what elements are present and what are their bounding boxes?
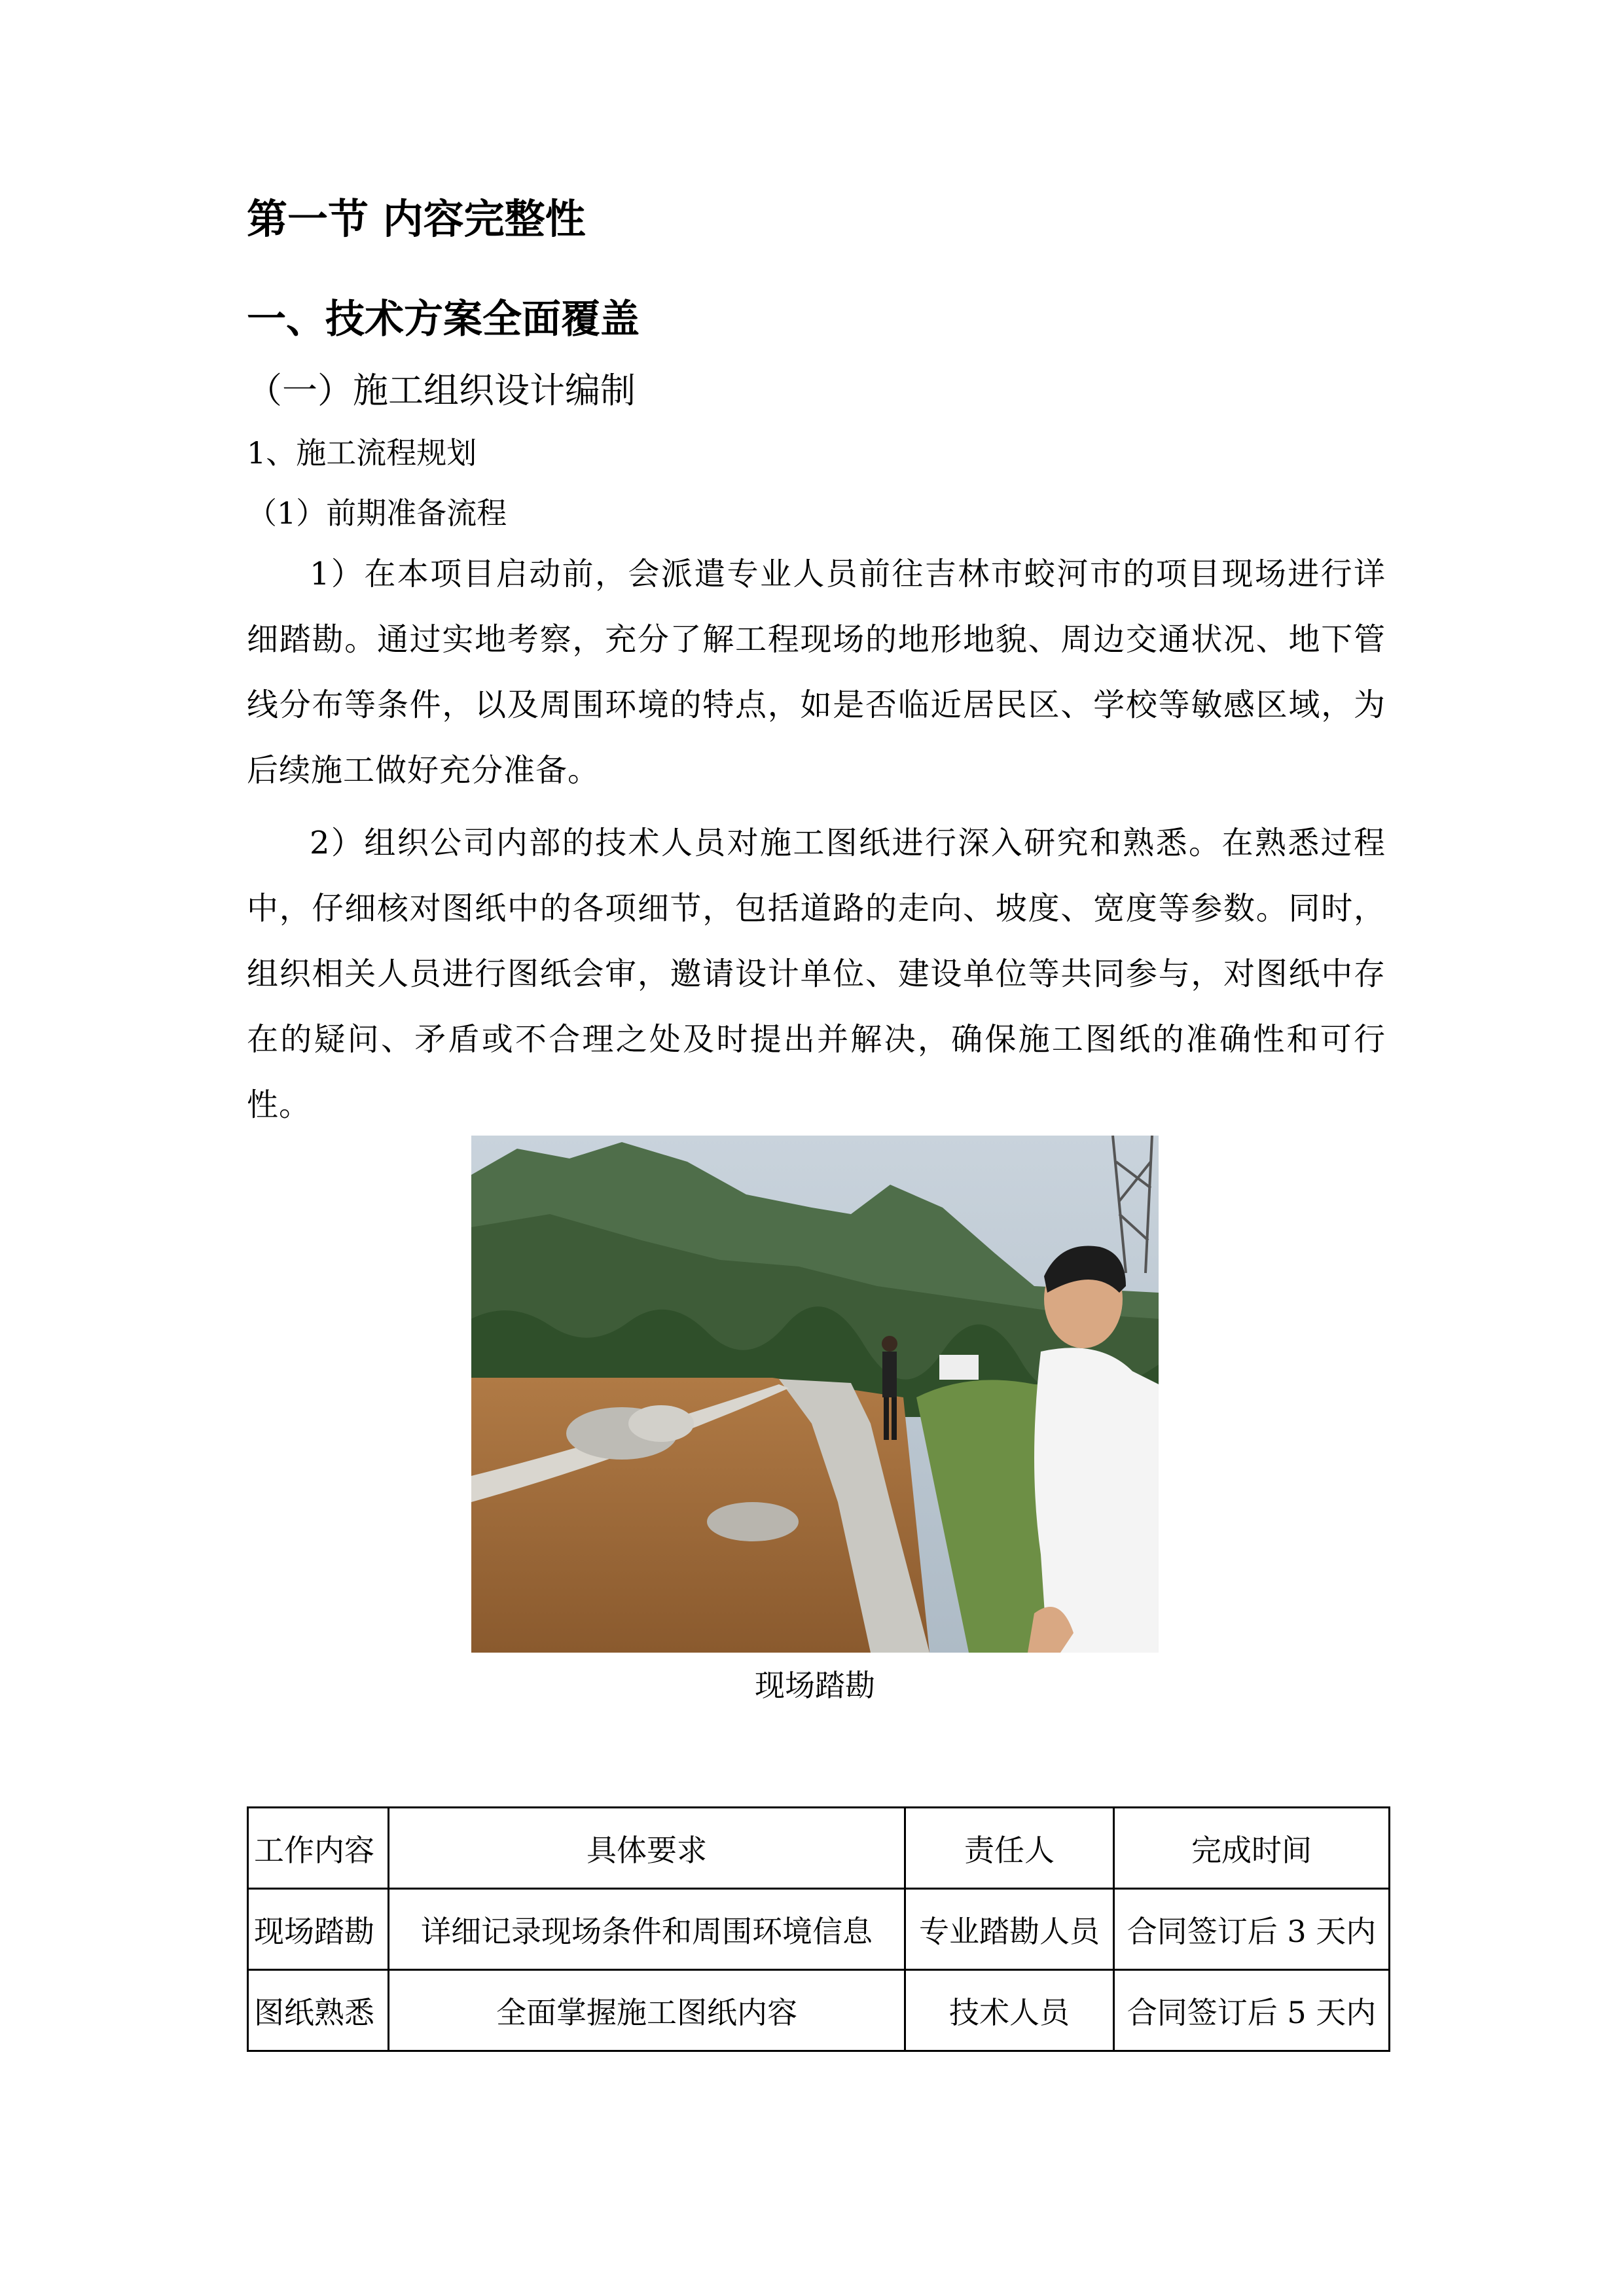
figure-caption: 现场踏勘 [755, 1668, 875, 1703]
heading-process-planning: 1、施工流程规划 [247, 435, 477, 471]
table-header-row [248, 1808, 1390, 1889]
heading-technical-plan: 一、技术方案全面覆盖 [247, 296, 640, 342]
table-cell: 现场踏勘 [248, 1889, 389, 1970]
table-header-cell: 完成时间 [1114, 1808, 1390, 1889]
table-cell: 专业踏勘人员 [905, 1889, 1114, 1970]
table-cell: 全面掌握施工图纸内容 [389, 1970, 905, 2051]
table-header-cell: 工作内容 [248, 1808, 389, 1889]
paragraph-drawing-review: 2）组织公司内部的技术人员对施工图纸进行深入研究和熟悉。在熟悉过程中，仔细核对图纸中的各项细节，包括道路的走向、坡度、宽度等参数。同时，组织相关人员进行图纸会审，邀请设计单位、建设单位等共同参与，对图纸中存在的疑问、矛盾或不合理之处及时提出并解决，确保施工图纸的准确性和可行性。 [247, 825, 1386, 1123]
table-cell: 技术人员 [905, 1970, 1114, 2051]
section-title: 第一节 内容完整性 [247, 195, 586, 243]
site-survey-photo [471, 1136, 1159, 1653]
table-row [248, 1889, 1390, 1970]
table-header-cell: 责任人 [905, 1808, 1114, 1889]
paragraph-site-survey: 1）在本项目启动前，会派遣专业人员前往吉林市蛟河市的项目现场进行详细踏勘。通过实地考察，充分了解工程现场的地形地貌、周边交通状况、地下管线分布等条件，以及周围环境的特点，如是否临近居民区、学校等敏感区域，为后续施工做好充分准备。 [247, 556, 1386, 789]
heading-construction-design: （一）施工组织设计编制 [247, 370, 636, 411]
table-cell: 图纸熟悉 [248, 1970, 389, 2051]
table-cell: 合同签订后 5 天内 [1114, 1970, 1390, 2051]
table-cell: 合同签订后 3 天内 [1114, 1889, 1390, 1970]
table-cell: 详细记录现场条件和周围环境信息 [389, 1889, 905, 1970]
heading-preparation-process: （1）前期准备流程 [247, 495, 507, 531]
table-row [248, 1970, 1390, 2051]
table-header-cell: 具体要求 [389, 1808, 905, 1889]
work-schedule-table [247, 1806, 1390, 2052]
